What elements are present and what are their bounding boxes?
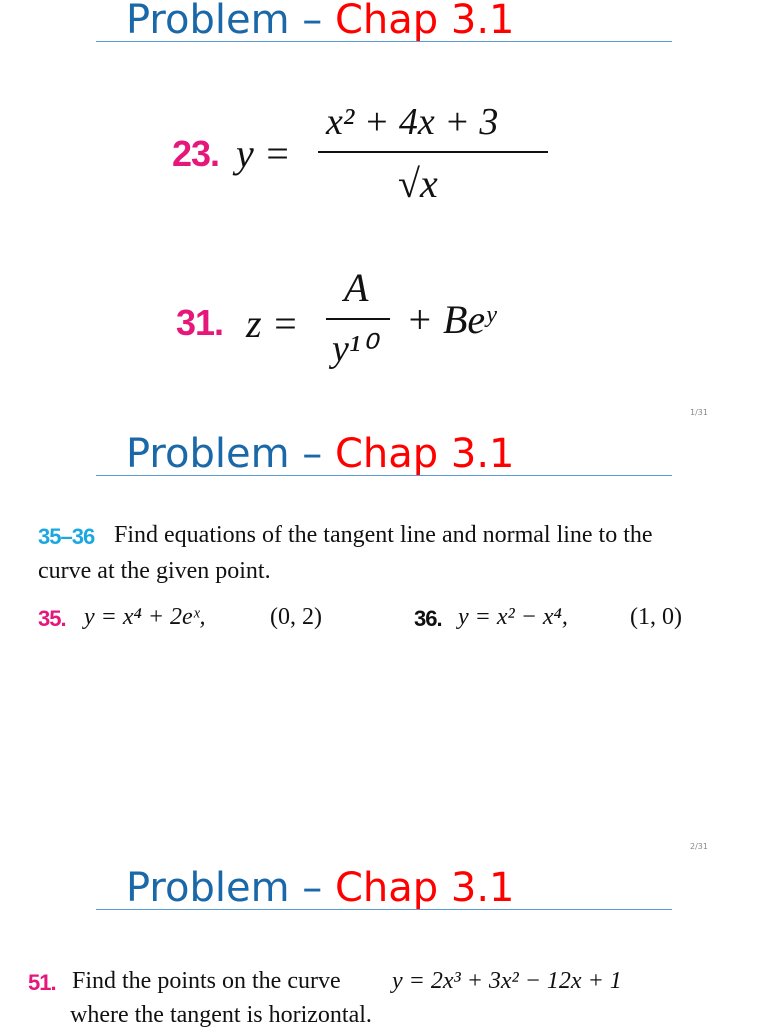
title-problem: Problem – [126, 431, 335, 477]
equation-lhs: z = [246, 301, 299, 346]
instruction-line-1: Find equations of the tangent line and normal line to the [114, 522, 653, 548]
instruction-line-2: curve at the given point. [38, 558, 271, 584]
title-problem: Problem – [126, 0, 335, 43]
title-underline [96, 41, 672, 42]
given-point: (0, 2) [270, 604, 322, 630]
problem-number: 31. [176, 302, 224, 343]
problem-number: 36. [414, 606, 442, 631]
equation: y = x⁴ + 2eˣ, [84, 604, 206, 630]
problem-number: 23. [172, 133, 220, 174]
problem-text-line-1: Find the points on the curve [72, 968, 341, 994]
fraction-bar [326, 318, 390, 320]
page-number: 2/31 [690, 842, 708, 851]
slide-2 [0, 431, 768, 868]
problem-number: 51. [28, 970, 56, 995]
problem-text-line-2: where the tangent is horizontal. [70, 1002, 372, 1028]
slide-title [126, 428, 514, 480]
fraction-numerator: A [344, 265, 369, 310]
slide-title [126, 862, 514, 914]
fraction-denominator: y¹⁰ [332, 328, 376, 370]
fraction-denominator: √x [398, 161, 438, 206]
slide-title [126, 0, 514, 46]
fraction-bar [318, 151, 548, 153]
title-underline [96, 909, 672, 910]
equation-tail: + Beʸ [406, 297, 496, 342]
equation: y = 2x³ + 3x² − 12x + 1 [392, 968, 622, 994]
equation-lhs: y = [236, 131, 291, 176]
slide-1 [0, 0, 768, 434]
title-problem: Problem – [126, 865, 335, 911]
problem-range: 35–36 [38, 524, 95, 549]
title-chapter: Chap 3.1 [334, 431, 515, 477]
fraction-numerator: x² + 4x + 3 [326, 101, 499, 143]
title-underline [96, 475, 672, 476]
slide-3 [0, 865, 768, 1028]
page-number: 1/31 [690, 408, 708, 417]
problem-number: 35. [38, 606, 66, 631]
given-point: (1, 0) [630, 604, 682, 630]
title-chapter: Chap 3.1 [334, 0, 515, 43]
equation: y = x² − x⁴, [458, 604, 568, 630]
title-chapter: Chap 3.1 [334, 865, 515, 911]
